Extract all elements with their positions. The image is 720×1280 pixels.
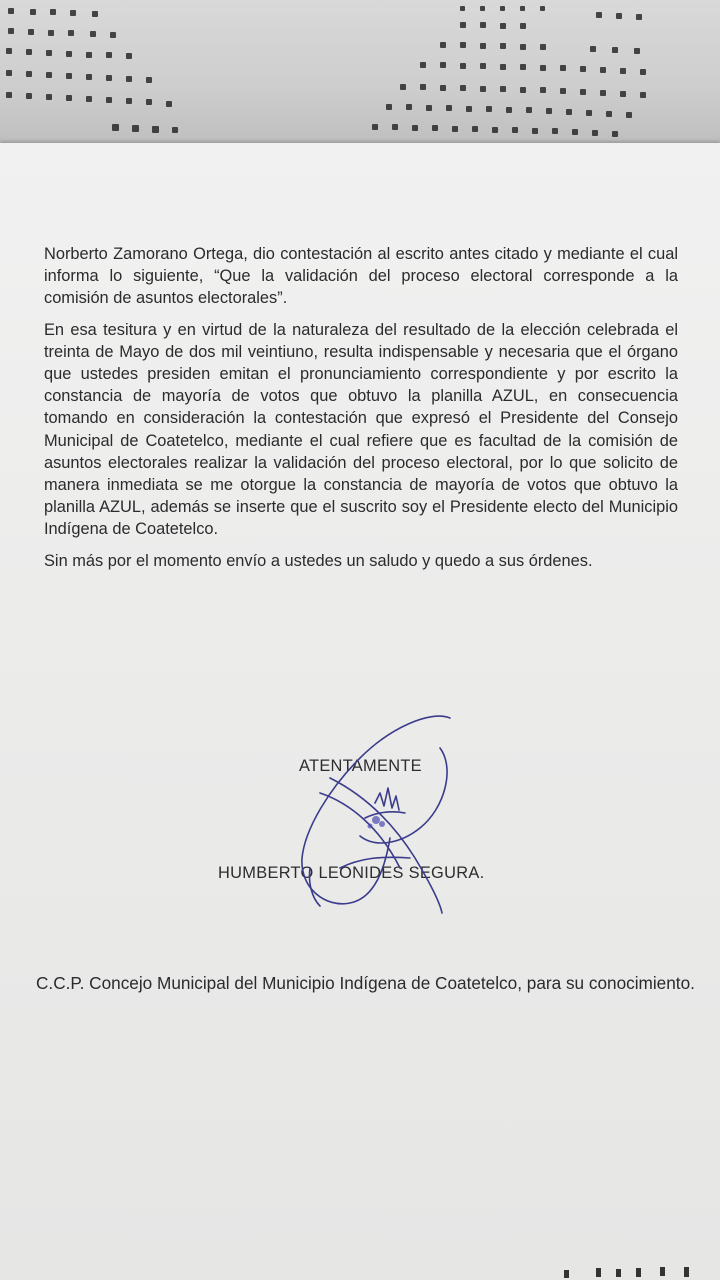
bottom-edge-marks — [560, 1262, 720, 1280]
paragraph-farewell: Sin más por el momento envío a ustedes un saludo y quedo a sus órdenes. — [44, 551, 593, 570]
handwritten-signature — [280, 708, 480, 928]
letter-body — [44, 243, 678, 581]
salutation-atentamente: ATENTAMENTE — [299, 757, 422, 775]
paragraph-request: En esa tesitura y en virtud de la naturaleza del resultado de la elección celebrada el treinta de Mayo de dos mil veintiuno, resulta indispensable y necesaria que el órgano que ustedes presiden emitan el pronunciamiento correspondiente y por escrito la constancia de mayoría de votos que obtuvo la planilla AZUL, en consecuencia tomando en consideración la contestación que expresó el Presidente del Consejo Municipal de Coatetelco, mediante el cual refiere que es facultad de la comisión de asuntos electorales realizar la validación del proceso electoral, por lo que solicito de manera inmediata se me otorgue la constancia de mayoría de votos que obtuvo la planilla AZUL, además se inserte que el suscrito soy el Presidente electo del Municipio Indígena de Coatetelco. — [44, 320, 678, 539]
background-surface — [0, 0, 720, 150]
signer-name: HUMBERTO LEONIDES SEGURA. — [218, 864, 485, 882]
perforated-background-pattern — [0, 0, 720, 150]
copy-recipients-note: C.C.P. Concejo Municipal del Municipio Indígena de Coatetelco, para su conocimiento. — [36, 973, 695, 993]
paragraph-reply: Norberto Zamorano Ortega, dio contestación al escrito antes citado y mediante el cual informa lo siguiente, “Que la validación del proceso electoral corresponde a la comisión de asuntos electorales”. — [44, 245, 678, 308]
